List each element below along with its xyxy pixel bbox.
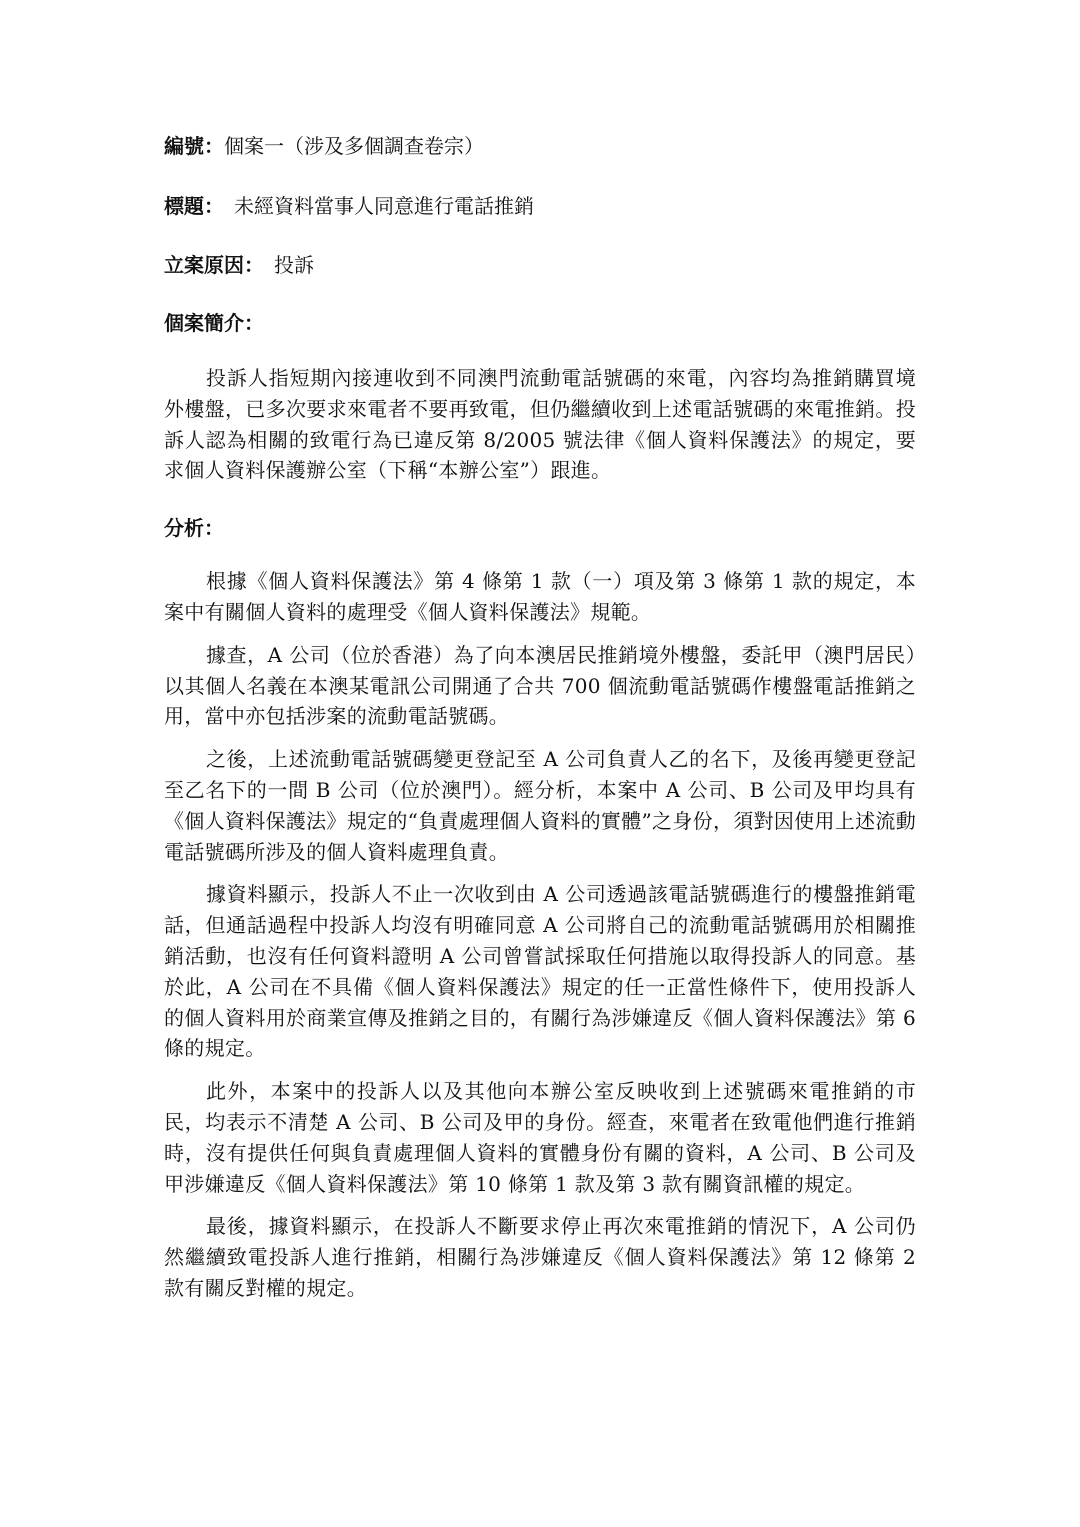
analysis-paragraph: 據查，A 公司（位於香港）為了向本澳居民推銷境外樓盤，委託甲（澳門居民）以其個人名義在本澳某電訊公司開通了合共 700 個流動電話號碼作樓盤電話推銷之用，當中亦包括涉案的流動電話號碼。	[164, 642, 916, 729]
case-reason-field	[164, 247, 916, 283]
case-title-value: 未經資料當事人同意進行電話推銷	[234, 194, 534, 218]
case-reason-label: 立案原因：	[164, 253, 264, 277]
analysis-paragraph: 最後，據資料顯示，在投訴人不斷要求停止再次來電推銷的情況下，A 公司仍然繼續致電投訴人進行推銷，相關行為涉嫌違反《個人資料保護法》第 12 條第 2 款有關反對權的規定。	[164, 1214, 916, 1300]
case-title-label: 標題：	[164, 194, 224, 218]
analysis-heading: 分析：	[164, 516, 224, 541]
analysis-paragraph: 根據《個人資料保護法》第 4 條第 1 款（一）項及第 3 條第 1 款的規定，本案中有關個人資料的處理受《個人資料保護法》規範。	[164, 569, 916, 624]
analysis-paragraph: 此外，本案中的投訴人以及其他向本辦公室反映收到上述號碼來電推銷的市民，均表示不清楚 A 公司、B 公司及甲的身份。經查，來電者在致電他們進行推銷時，沒有提供任何與負責處理個人資料的實體身份有關的資料，A 公司、B 公司及甲涉嫌違反《個人資料保護法》第 10 條第 1 款及第 3 款有關資訊權的規定。	[164, 1079, 916, 1196]
case-number-value: 個案一（涉及多個調查卷宗）	[224, 134, 484, 158]
document-page	[164, 128, 916, 1304]
case-title-field	[164, 188, 916, 224]
analysis-paragraph: 據資料顯示，投訴人不止一次收到由 A 公司透過該電話號碼進行的樓盤推銷電話，但通話過程中投訴人均沒有明確同意 A 公司將自己的流動電話號碼用於相關推銷活動，也沒有任何資料證明 A 公司曾嘗試採取任何措施以取得投訴人的同意。基於此，A 公司在不具備《個人資料保護法》規定的任一正當性條件下，使用投訴人的個人資料用於商業宣傳及推銷之目的，有關行為涉嫌違反《個人資料保護法》第 6 條的規定。	[164, 882, 916, 1061]
summary-heading: 個案簡介：	[164, 311, 264, 335]
case-number-label: 編號：	[164, 134, 224, 158]
summary-paragraph: 投訴人指短期內接連收到不同澳門流動電話號碼的來電，內容均為推銷購買境外樓盤，已多次要求來電者不要再致電，但仍繼續收到上述電話號碼的來電推銷。投訴人認為相關的致電行為已違反第 8/2005 號法律《個人資料保護法》的規定，要求個人資料保護辦公室（下稱“本辦公室”）跟進。	[164, 366, 916, 483]
case-number-field	[164, 128, 916, 164]
analysis-paragraph: 之後，上述流動電話號碼變更登記至 A 公司負責人乙的名下，及後再變更登記至乙名下的一間 B 公司（位於澳門）。經分析，本案中 A 公司、B 公司及甲均具有《個人資料保護法》規定的“負責處理個人資料的實體”之身份，須對因使用上述流動電話號碼所涉及的個人資料處理負責。	[164, 747, 916, 864]
case-reason-value: 投訴	[274, 253, 314, 277]
